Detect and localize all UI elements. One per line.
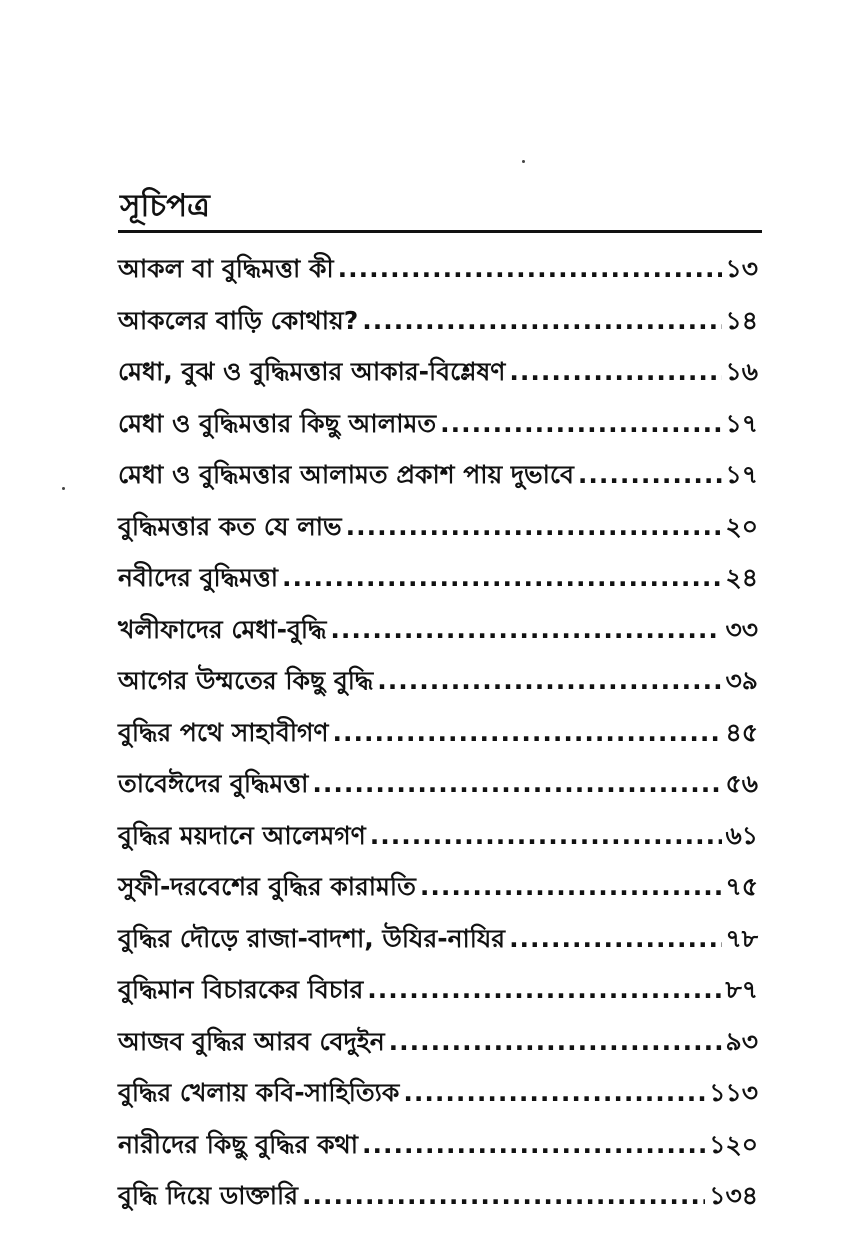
dot-leader <box>362 295 721 347</box>
dot-leader <box>420 861 722 913</box>
toc-entry-page: ১২০ <box>709 1129 758 1159</box>
dot-leader <box>377 655 721 707</box>
toc-entry-page: ৭৫ <box>725 872 758 901</box>
toc-entry <box>118 861 758 913</box>
toc-entry <box>118 1016 758 1068</box>
dot-leader <box>362 1119 705 1171</box>
toc-entry-page: ৭৮ <box>725 923 758 953</box>
print-speck <box>522 160 525 163</box>
toc-entry <box>118 707 758 759</box>
dot-leader <box>367 964 721 1016</box>
dot-leader <box>282 552 721 604</box>
toc-entry-page: ৮৭ <box>725 975 758 1004</box>
toc-entry-page: ৬১ <box>725 820 758 850</box>
toc-entry <box>118 501 758 553</box>
toc-entry-title: বুদ্ধির খেলায় কবি-সাহিত্যিক <box>118 1078 400 1107</box>
toc-entry-page: ৪৫ <box>725 717 758 747</box>
toc-entry-title: বুদ্ধির দৌড়ে রাজা-বাদশা, উযির-নাযির <box>118 923 506 953</box>
toc-entry <box>118 398 758 450</box>
toc-entry-page: ১৪ <box>725 305 758 335</box>
toc-entry-page: ১৭ <box>725 408 758 438</box>
toc-entry-page: ৩৯ <box>725 666 758 695</box>
toc-entry-title: নারীদের কিছু বুদ্ধির কথা <box>118 1129 358 1159</box>
toc-entry-page: ৩৩ <box>725 614 758 644</box>
toc-entry <box>118 913 758 965</box>
toc-entry-title: আকল বা বুদ্ধিমত্তা কী <box>118 254 334 283</box>
table-of-contents <box>118 243 758 1222</box>
toc-entry-title: বুদ্ধি দিয়ে ডাক্তারি <box>118 1181 298 1210</box>
dot-leader <box>509 913 721 965</box>
toc-entry <box>118 295 758 347</box>
toc-entry-title: আজব বুদ্ধির আরব বেদুইন <box>118 1026 385 1056</box>
toc-entry-title: সুফী-দরবেশের বুদ্ধির কারামতি <box>118 872 416 901</box>
toc-entry-page: ৫৬ <box>725 769 758 798</box>
contents-heading: সূচিপত্র <box>120 188 210 224</box>
toc-entry-title: বুদ্ধিমান বিচারকের বিচার <box>118 975 364 1004</box>
dot-leader <box>403 1067 705 1119</box>
toc-entry-title: বুদ্ধিমত্তার কত যে লাভ <box>118 511 342 541</box>
toc-entry-title: মেধা ও বুদ্ধিমত্তার আলামত প্রকাশ পায় দুভাবে <box>118 460 574 489</box>
toc-entry <box>118 1067 758 1119</box>
toc-entry <box>118 1119 758 1171</box>
dot-leader <box>509 346 721 398</box>
dot-leader <box>332 707 721 759</box>
toc-entry-title: বুদ্ধির ময়দানে আলেমগণ <box>118 820 366 850</box>
toc-entry <box>118 243 758 295</box>
toc-entry <box>118 604 758 656</box>
toc-entry <box>118 449 758 501</box>
toc-entry-page: ১৬ <box>725 357 758 386</box>
toc-entry <box>118 758 758 810</box>
toc-entry <box>118 810 758 862</box>
toc-entry-title: মেধা, বুঝ ও বুদ্ধিমত্তার আকার-বিশ্লেষণ <box>118 357 506 386</box>
heading-rule <box>118 230 762 233</box>
toc-entry-page: ২০ <box>725 511 758 541</box>
toc-entry-page: ৯৩ <box>725 1026 758 1056</box>
dot-leader <box>330 604 721 656</box>
dot-leader <box>346 501 722 553</box>
toc-entry-page: ১১৩ <box>709 1078 758 1107</box>
toc-entry <box>118 552 758 604</box>
dot-leader <box>302 1170 705 1222</box>
dot-leader <box>370 810 722 862</box>
toc-entry <box>118 346 758 398</box>
dot-leader <box>312 758 721 810</box>
dot-leader <box>389 1016 722 1068</box>
print-speck <box>62 487 65 490</box>
toc-entry <box>118 1170 758 1222</box>
toc-entry-title: নবীদের বুদ্ধিমত্তা <box>118 563 279 592</box>
toc-entry-title: আকলের বাড়ি কোথায়? <box>118 305 359 335</box>
toc-entry <box>118 655 758 707</box>
dot-leader <box>440 398 721 450</box>
toc-entry-title: বুদ্ধির পথে সাহাবীগণ <box>118 717 329 747</box>
toc-entry-page: ১৭ <box>725 460 758 489</box>
dot-leader <box>578 449 722 501</box>
toc-entry-title: আগের উম্মতের কিছু বুদ্ধি <box>118 666 374 695</box>
toc-entry-title: মেধা ও বুদ্ধিমত্তার কিছু আলামত <box>118 408 437 438</box>
toc-entry-page: ১৩৪ <box>709 1181 758 1210</box>
toc-entry-title: তাবেঈদের বুদ্ধিমত্তা <box>118 769 309 798</box>
dot-leader <box>338 243 722 295</box>
toc-entry-page: ১৩ <box>725 254 758 283</box>
toc-entry <box>118 964 758 1016</box>
toc-entry-page: ২৪ <box>725 563 758 592</box>
toc-entry-title: খলীফাদের মেধা-বুদ্ধি <box>118 614 327 644</box>
